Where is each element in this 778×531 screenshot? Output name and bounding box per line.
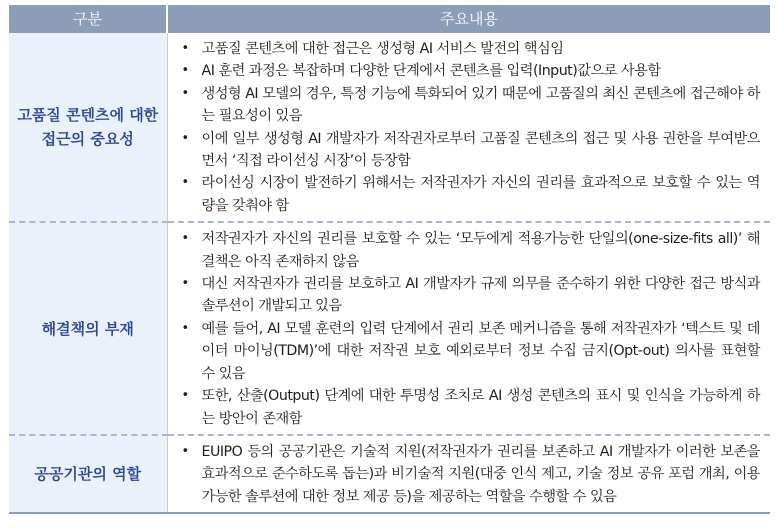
bullet-icon: • (181, 130, 189, 146)
category-label: 해결책의 부재 (41, 319, 134, 338)
bullet-list (168, 33, 771, 221)
item-text: 대신 저작권자가 권리를 보호하고 AI 개발자가 규제 의무를 준수하기 위한 다양한 접근 방식과 솔루션이 개발되고 있음 (201, 276, 760, 315)
item-text: EUIPO 등의 공공기관은 기술적 지원(저작권자가 권리를 보존하고 AI 개발자가 이러한 보존을 효과적으로 준수하도록 돕는)과 비기술적 지원(대중 인식 제고, 기술 정보 공유 포럼 개최, 이용 가능한 솔루션에 대한 정보 제공 등)을 제공하는 역할을 수행할 수 있음 (201, 443, 760, 505)
list-item (178, 228, 761, 273)
summary-table (9, 5, 770, 514)
item-text: 저작권자가 자신의 권리를 보호할 수 있는 ‘모두에게 적용가능한 단일의(one-size-fits all)’ 해결책은 아직 존재하지 않음 (201, 231, 760, 270)
category-cell (9, 222, 167, 435)
bullet-icon: • (181, 175, 189, 191)
list-item (178, 318, 761, 385)
table-row-access-importance (9, 32, 770, 222)
bullet-icon: • (181, 63, 189, 79)
content-cell (167, 32, 770, 222)
list-item (178, 385, 761, 430)
content-cell (167, 435, 770, 513)
list-item (178, 128, 761, 173)
table-row-no-solution (9, 222, 770, 435)
item-text: 고품질 콘텐츠에 대한 접근은 생성형 AI 서비스 발전의 핵심임 (201, 41, 564, 57)
category-label: 고품질 콘텐츠에 대한 접근의 중요성 (17, 106, 159, 149)
bullet-list (168, 436, 771, 512)
item-text: AI 훈련 과정은 복잡하며 다양한 단계에서 콘텐츠를 입력(Input)값으로 사용함 (201, 63, 661, 80)
header-category: 구분 (9, 5, 167, 32)
item-text: 생성형 AI 모델의 경우, 특정 기능에 특화되어 있기 때문에 고품질의 최신 콘텐츠에 접근해야 하는 필요성이 있음 (201, 85, 760, 125)
category-cell (9, 32, 167, 222)
item-text: 또한, 산출(Output) 단계에 대한 투명성 조치로 AI 생성 콘텐츠의 표시 및 인식을 가능하게 하는 방안이 존재함 (201, 388, 760, 427)
bullet-icon: • (181, 231, 189, 247)
bullet-icon: • (181, 443, 189, 459)
list-item (178, 172, 761, 217)
list-item (178, 273, 761, 318)
bullet-icon: • (181, 276, 189, 292)
item-text: 라이선싱 시장이 발전하기 위해서는 저작권자가 자신의 권리를 효과적으로 보호할 수 있는 역량을 갖춰야 함 (201, 175, 760, 214)
bullet-icon: • (181, 388, 189, 404)
list-item (178, 38, 761, 60)
category-label: 공공기관의 역할 (34, 465, 142, 484)
category-cell (9, 435, 167, 513)
header-content: 주요내용 (167, 5, 770, 32)
table-row-public-role (9, 435, 770, 513)
item-text: 예를 들어, AI 모델 훈련의 입력 단계에서 권리 보존 메커니즘을 통해 저작권자가 ‘텍스트 및 데이터 마이닝(TDM)’에 대한 저작권 보호 예외로부터 정보 수집 금지(Opt-out) 의사를 표현할 수 있음 (201, 320, 760, 382)
list-item (178, 60, 761, 82)
list-item (178, 83, 761, 128)
content-cell (167, 222, 770, 435)
bullet-icon: • (181, 320, 189, 336)
bullet-icon: • (181, 41, 189, 56)
header-row (9, 5, 770, 32)
bullet-list (168, 223, 771, 434)
item-text: 이에 일부 생성형 AI 개발자가 저작권자로부터 고품질 콘텐츠의 접근 및 사용 권한을 부여받으면서 ‘직접 라이선싱 시장’이 등장함 (201, 130, 760, 170)
list-item (178, 441, 761, 508)
bullet-icon: • (181, 85, 189, 101)
